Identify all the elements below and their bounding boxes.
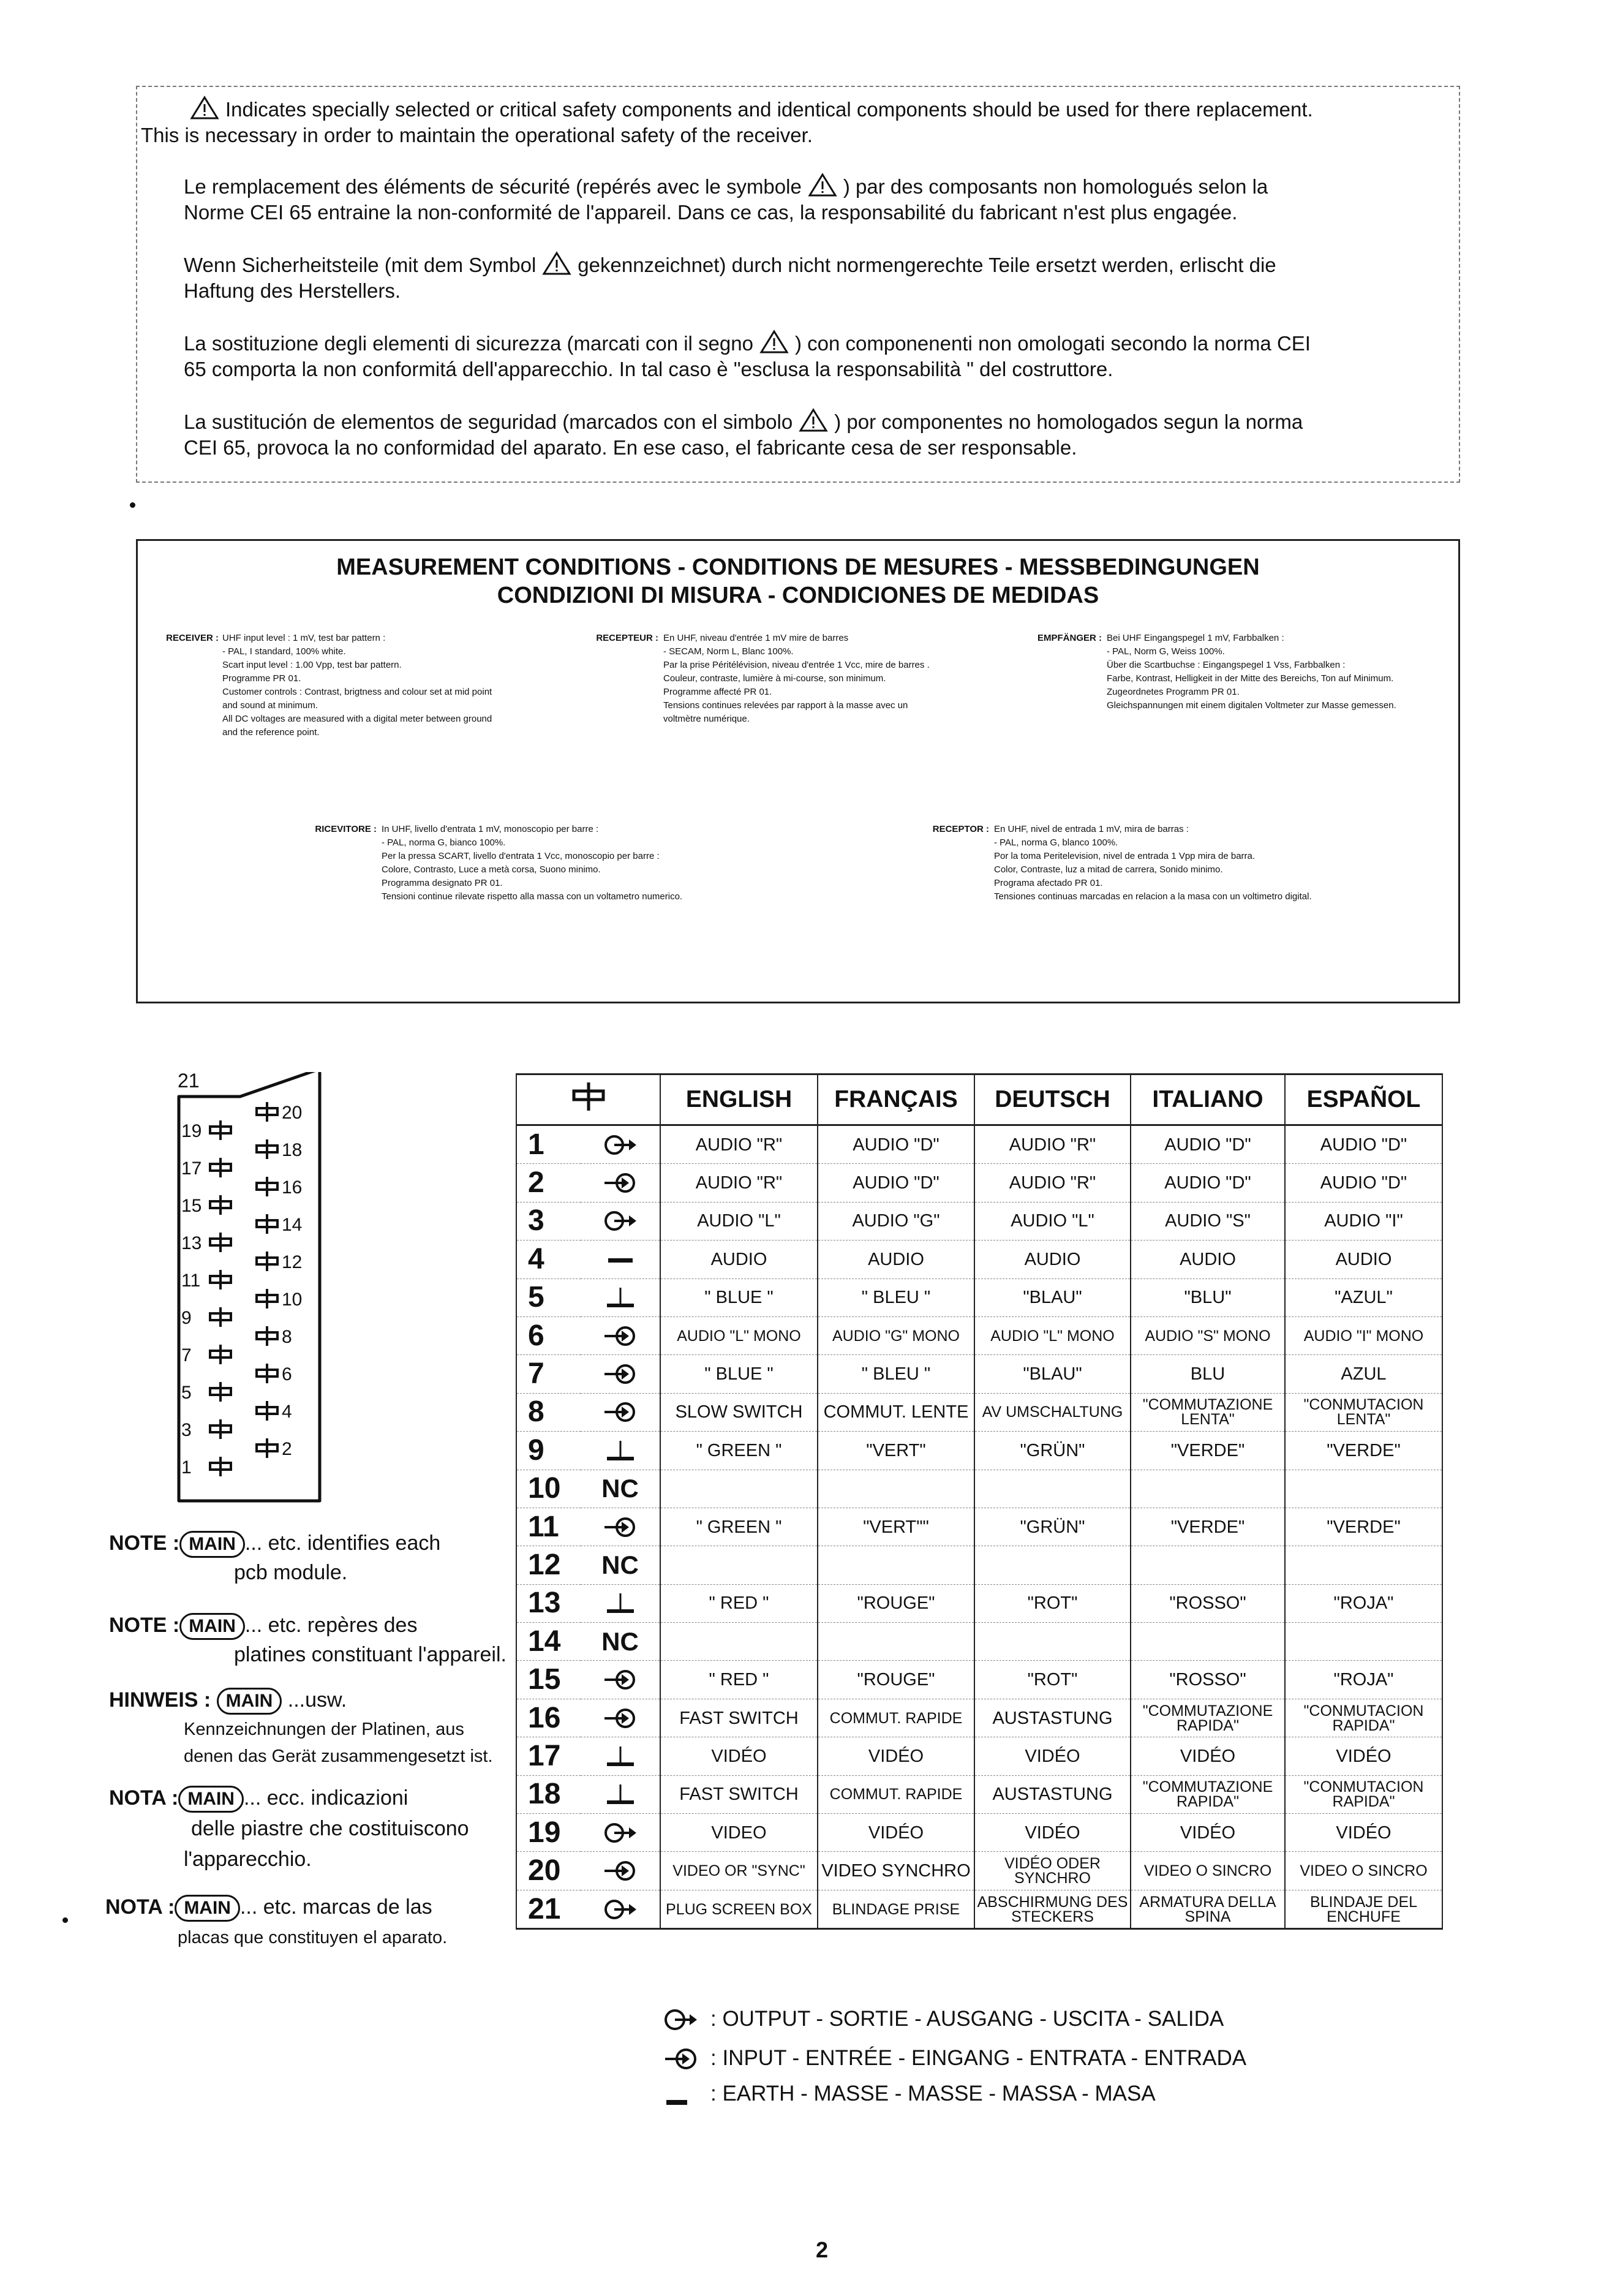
pin-signal-fr: "VERT" [818, 1432, 974, 1470]
pin-signal-de: AV UMSCHALTUNG [974, 1393, 1131, 1431]
pin-signal-fr: " BLEU " [818, 1278, 974, 1316]
connector-pin-icon [208, 1419, 233, 1443]
safety-fr: Le remplacement des éléments de sécurité (repérés avec le symbole ) par des composants non homologués selon la Norme CEI 65 entraine la non-conformité de l'appareil. Dans ce cas, la responsabilité du fabricant n'est plus engagée. [184, 173, 1422, 225]
note-it-line2: delle piastre che costituiscono [191, 1817, 469, 1840]
connector-pin-icon [255, 1101, 279, 1125]
safety-de: Wenn Sicherheitsteile (mit dem Symbol gekennzeichnet) durch nicht normengerechte Teile ersetzt werden, erlischt die Haftung des Herstellers. [184, 251, 1422, 304]
pin-signal-es: VIDEO O SINCRO [1285, 1852, 1442, 1890]
recepteur-label: RECEPTEUR : [596, 633, 658, 643]
pin-signal-es: "AZUL" [1285, 1278, 1442, 1316]
pin-signal-es: AUDIO "D" [1285, 1164, 1442, 1202]
main-module-badge: MAIN [179, 1613, 245, 1640]
pin-signal-en: " RED " [660, 1584, 818, 1622]
pin-signal-es [1285, 1470, 1442, 1508]
pin-number: 15 [516, 1661, 581, 1699]
pin-signal-it: "BLU" [1131, 1278, 1285, 1316]
connector-pin-icon [255, 1139, 279, 1163]
recepteur-text: En UHF, niveau d'entrée 1 mV mire de barres - SECAM, Norm L, Blanc 100%. Par la prise Péritélévision, niveau d'entrée 1 Vcc, mire de barres . Couleur, contraste, lumière à mi-course, son minimum. Programme affecté PR 01. Tensions continues relevées par rapport à la masse avec un voltmètre numérique. [663, 633, 930, 724]
pin-signal-fr: " BLEU " [818, 1355, 974, 1393]
pin-signal-en: AUDIO "L" [660, 1202, 818, 1240]
pin-number: 20 [516, 1852, 581, 1890]
pin-direction: NC [581, 1623, 660, 1661]
table-row [516, 1393, 1442, 1431]
safety-es: La sustitución de elementos de seguridad (marcados con el simbolo ) por componentes no homologados segun la norma CEI 65, provoca la no conformidad del aparato. En ese caso, el fabricante cesa de ser responsable. [184, 408, 1422, 461]
pin-signal-fr: AUDIO "G" [818, 1202, 974, 1240]
input-arrow-icon [602, 1667, 639, 1692]
measurement-subtitle: CONDIZIONI DI MISURA - CONDICIONES DE MEDIDAS [497, 583, 1099, 608]
input-arrow-icon [602, 1362, 639, 1386]
connector-pin-label: 18 [282, 1140, 303, 1160]
pin-signal-fr: "ROUGE" [818, 1584, 974, 1622]
pin-signal-en: SLOW SWITCH [660, 1393, 818, 1431]
pin-signal-es: AUDIO "I" [1285, 1202, 1442, 1240]
pin-direction [581, 1393, 660, 1431]
input-arrow-icon [602, 1859, 639, 1883]
receiver-text: UHF input level : 1 mV, test bar pattern : - PAL, I standard, 100% white. Scart input level : 1.00 Vpp, test bar pattern. Programme PR 01. Customer controls : Contrast, brigtness and colour set at mid point and sound at minimum. All DC voltages are measured with a digital meter between ground and the reference point. [222, 633, 492, 738]
earth-dash-icon [602, 1247, 639, 1272]
connector-pin-icon [255, 1438, 279, 1462]
table-row [516, 1661, 1442, 1699]
receptor-label: RECEPTOR : [932, 824, 989, 834]
connector-pin-label: 1 [181, 1457, 192, 1478]
note-de-line2: Kennzeichnungen der Platinen, aus [184, 1720, 464, 1739]
output-arrow-icon [602, 1133, 639, 1157]
pin-signal-de: VIDÉO [974, 1737, 1131, 1775]
pin-signal-en: VIDÉO [660, 1737, 818, 1775]
pin-signal-de: "GRÜN" [974, 1432, 1131, 1470]
warning-triangle-icon [190, 96, 219, 120]
warning-triangle-icon [808, 173, 837, 197]
pin-signal-fr [818, 1623, 974, 1661]
pin-signal-es [1285, 1546, 1442, 1584]
pin-number: 2 [516, 1164, 581, 1202]
pin-signal-fr: COMMUT. RAPIDE [818, 1775, 974, 1813]
pin-signal-fr: VIDÉO [818, 1814, 974, 1852]
pin-signal-en: PLUG SCREEN BOX [660, 1890, 818, 1928]
note-de: HINWEIS : MAIN ...usw. [109, 1686, 347, 1715]
connector-pin-label: 11 [181, 1271, 201, 1291]
connector-pin-label: 9 [181, 1308, 192, 1328]
pin-signal-fr: VIDÉO [818, 1737, 974, 1775]
pin-signal-es: BLINDAJE DEL ENCHUFE [1285, 1890, 1442, 1928]
pin-signal-it [1131, 1470, 1285, 1508]
output-arrow-icon [602, 1209, 639, 1233]
connector-pin-label-21: 21 [178, 1070, 200, 1092]
pin-number: 6 [516, 1316, 581, 1354]
table-row [516, 1890, 1442, 1928]
measurement-title: MEASUREMENT CONDITIONS - CONDITIONS DE MESURES - MESSBEDINGUNGEN [336, 554, 1260, 580]
pin-signal-de: ABSCHIRMUNG DES STECKERS [974, 1890, 1131, 1928]
connector-pin-icon [208, 1456, 233, 1480]
pin-signal-en: " GREEN " [660, 1508, 818, 1546]
output-arrow-icon [663, 2007, 699, 2033]
connector-pin-label: 14 [282, 1215, 303, 1235]
connector-pin-icon [208, 1381, 233, 1405]
table-row [516, 1278, 1442, 1316]
earth-symbol-icon [602, 1438, 639, 1463]
ricevitore-text: In UHF, livello d'entrata 1 mV, monoscopio per barre : - PAL, norma G, bianco 100%. Per la pressa SCART, livello d'entrata 1 Vcc, monoscopio per barre : Colore, Contrasto, Luce a metà corsa, Suono minimo. Programma designato PR 01. Tensioni continue rilevate rispetto alla massa con un voltametro numerico. [382, 824, 683, 902]
connector-pin-icon [255, 1214, 279, 1237]
connector-pin-label: 7 [181, 1345, 192, 1365]
safety-notice [136, 86, 1460, 483]
pin-signal-it: "COMMUTAZIONE LENTA" [1131, 1393, 1285, 1431]
pin-table-body [516, 1125, 1442, 1929]
pin-signal-it [1131, 1546, 1285, 1584]
header-italiano: ITALIANO [1131, 1074, 1285, 1125]
safety-it: La sostituzione degli elementi di sicurezza (marcati con il segno ) con componenenti non omologati secondo la norma CEI 65 comporta la non conformitá dell'apparecchio. In tal caso è "esclusa la responsabilità " del costruttore. [184, 330, 1422, 382]
pin-number: 12 [516, 1546, 581, 1584]
pin-direction [581, 1278, 660, 1316]
connector-pin-label: 17 [181, 1158, 202, 1179]
input-arrow-icon [602, 1400, 639, 1424]
table-row [516, 1202, 1442, 1240]
table-row [516, 1814, 1442, 1852]
pin-signal-it: AUDIO "S" MONO [1131, 1316, 1285, 1354]
pin-number: 21 [516, 1890, 581, 1928]
pin-signal-de [974, 1470, 1131, 1508]
pin-signal-en: AUDIO "L" MONO [660, 1316, 818, 1354]
pin-direction [581, 1164, 660, 1202]
pin-signal-en: " BLUE " [660, 1278, 818, 1316]
pin-signal-it: "VERDE" [1131, 1508, 1285, 1546]
table-row [516, 1432, 1442, 1470]
pin-direction [581, 1737, 660, 1775]
connector-pin-icon [255, 1176, 279, 1200]
pin-signal-de: AUDIO [974, 1241, 1131, 1278]
table-row [516, 1584, 1442, 1622]
pin-number: 14 [516, 1623, 581, 1661]
pin-number: 10 [516, 1470, 581, 1508]
earth-dash-icon [663, 2082, 699, 2107]
pin-signal-de: AUDIO "L" MONO [974, 1316, 1131, 1354]
pin-signal-it: "COMMUTAZIONE RAPIDA" [1131, 1775, 1285, 1813]
safety-en: Indicates specially selected or critical safety components and identical components should be used for there replacement. This is necessary in order to maintain the operational safety of the receiver. [184, 96, 1422, 148]
pin-signal-de: AUDIO "L" [974, 1202, 1131, 1240]
connector-pin-label: 20 [282, 1103, 303, 1123]
pin-direction [581, 1241, 660, 1278]
connector-pin-icon [208, 1157, 233, 1181]
earth-symbol-icon [602, 1782, 639, 1807]
pin-signal-es: "CONMUTACION RAPIDA" [1285, 1699, 1442, 1737]
note-it-line3: l'apparecchio. [184, 1848, 312, 1871]
pin-signal-en: AUDIO [660, 1241, 818, 1278]
pin-direction [581, 1852, 660, 1890]
pin-signal-fr [818, 1470, 974, 1508]
connector-pin-icon [208, 1269, 233, 1293]
pin-signal-en [660, 1470, 818, 1508]
pin-number: 16 [516, 1699, 581, 1737]
pin-signal-fr: COMMUT. RAPIDE [818, 1699, 974, 1737]
main-module-badge: MAIN [179, 1531, 245, 1558]
pin-number: 1 [516, 1125, 581, 1164]
pin-signal-en: " BLUE " [660, 1355, 818, 1393]
table-row [516, 1546, 1442, 1584]
table-row [516, 1355, 1442, 1393]
header-english: ENGLISH [660, 1074, 818, 1125]
pin-signal-de [974, 1546, 1131, 1584]
input-arrow-icon [663, 2046, 699, 2072]
pin-number: 5 [516, 1278, 581, 1316]
pin-signal-es: "ROJA" [1285, 1584, 1442, 1622]
scart-pin-table [516, 1073, 1443, 1930]
pin-signal-it: AUDIO "D" [1131, 1164, 1285, 1202]
pin-signal-de: "BLAU" [974, 1355, 1131, 1393]
pin-direction [581, 1508, 660, 1546]
note-en-line2: pcb module. [234, 1561, 348, 1584]
legend-earth: : EARTH - MASSE - MASSE - MASSA - MASA [663, 2079, 1156, 2109]
connector-pin-label: 13 [181, 1233, 202, 1253]
connector-pin-icon [208, 1344, 233, 1368]
note-es-line2: placas que constituyen el aparato. [178, 1928, 448, 1947]
connector-pin-label: 3 [181, 1420, 192, 1440]
pin-icon [570, 1081, 607, 1112]
pin-direction [581, 1661, 660, 1699]
pin-direction [581, 1202, 660, 1240]
pin-signal-it [1131, 1623, 1285, 1661]
output-arrow-icon [602, 1821, 639, 1845]
connector-pin-icon [208, 1195, 233, 1218]
pin-signal-de: "ROT" [974, 1661, 1131, 1699]
pin-direction: NC [581, 1546, 660, 1584]
pin-signal-es: "CONMUTACION RAPIDA" [1285, 1775, 1442, 1813]
input-arrow-icon [602, 1706, 639, 1731]
pin-number: 13 [516, 1584, 581, 1622]
warning-triangle-icon [759, 330, 789, 354]
pin-number: 11 [516, 1508, 581, 1546]
note-en: NOTE : MAIN ... etc. identifies each [109, 1529, 440, 1558]
pin-signal-en [660, 1623, 818, 1661]
pin-number: 19 [516, 1814, 581, 1852]
receptor-text: En UHF, nivel de entrada 1 mV, mira de barras : - PAL, norma G, blanco 100%. Por la toma Peritelevision, nivel de entrada 1 Vpp mira de barra. Color, Contraste, luz a mitad de carrera, Sonido minimo. Programa afectado PR 01. Tensiones continuas marcadas en relacion a la masa con un voltimetro digital. [994, 824, 1312, 902]
pin-signal-es: "VERDE" [1285, 1432, 1442, 1470]
note-es: NOTA : MAIN ... etc. marcas de las [105, 1893, 432, 1922]
pin-signal-en: VIDEO OR "SYNC" [660, 1852, 818, 1890]
pin-signal-es: VIDÉO [1285, 1814, 1442, 1852]
pin-signal-es [1285, 1623, 1442, 1661]
connector-pin-icon [255, 1400, 279, 1424]
pin-signal-de: AUSTASTUNG [974, 1699, 1131, 1737]
pin-number: 8 [516, 1393, 581, 1431]
pin-direction [581, 1775, 660, 1813]
connector-pin-icon [255, 1363, 279, 1387]
measurement-conditions-box [136, 539, 1460, 1003]
note-fr-line2: platines constituant l'appareil. [234, 1643, 506, 1666]
pin-signal-it: BLU [1131, 1355, 1285, 1393]
pin-signal-en: AUDIO "R" [660, 1164, 818, 1202]
pin-signal-en: AUDIO "R" [660, 1125, 818, 1164]
pin-signal-fr: COMMUT. LENTE [818, 1393, 974, 1431]
input-arrow-icon [602, 1171, 639, 1195]
ricevitore-label: RICEVITORE : [315, 824, 377, 834]
input-arrow-icon [602, 1324, 639, 1348]
pin-number: 3 [516, 1202, 581, 1240]
pin-number: 17 [516, 1737, 581, 1775]
pin-direction [581, 1584, 660, 1622]
pin-signal-fr: AUDIO "G" MONO [818, 1316, 974, 1354]
connector-pin-label: 12 [282, 1252, 303, 1272]
table-row [516, 1623, 1442, 1661]
legend-output: : OUTPUT - SORTIE - AUSGANG - USCITA - SALIDA [663, 2004, 1224, 2034]
connector-pin-icon [255, 1326, 279, 1350]
warning-triangle-icon [542, 251, 571, 276]
pin-signal-it: AUDIO "S" [1131, 1202, 1285, 1240]
pin-signal-it: VIDÉO [1131, 1814, 1285, 1852]
table-row [516, 1508, 1442, 1546]
table-row [516, 1241, 1442, 1278]
connector-pin-label: 16 [282, 1177, 303, 1198]
pin-number: 9 [516, 1432, 581, 1470]
table-row [516, 1470, 1442, 1508]
pin-signal-it: AUDIO "D" [1131, 1125, 1285, 1164]
header-deutsch: DEUTSCH [974, 1074, 1131, 1125]
header-francais: FRANÇAIS [818, 1074, 974, 1125]
connector-pin-label: 10 [282, 1290, 303, 1310]
bullet-dot [130, 502, 135, 508]
pin-column-header [516, 1074, 660, 1125]
pin-signal-es: AUDIO "I" MONO [1285, 1316, 1442, 1354]
pin-signal-fr: AUDIO [818, 1241, 974, 1278]
connector-pin-label: 2 [282, 1439, 292, 1459]
table-row [516, 1316, 1442, 1354]
pin-signal-de: VIDÉO ODER SYNCHRO [974, 1852, 1131, 1890]
pin-signal-de: AUDIO "R" [974, 1164, 1131, 1202]
pin-direction [581, 1890, 660, 1928]
pin-signal-fr: AUDIO "D" [818, 1125, 974, 1164]
connector-pin-icon [208, 1120, 233, 1144]
pin-signal-es: AZUL [1285, 1355, 1442, 1393]
pin-signal-fr: "ROUGE" [818, 1661, 974, 1699]
table-row [516, 1775, 1442, 1813]
connector-pin-label: 19 [181, 1121, 202, 1141]
pin-signal-fr: BLINDAGE PRISE [818, 1890, 974, 1928]
pin-signal-it: "ROSSO" [1131, 1584, 1285, 1622]
pin-direction [581, 1355, 660, 1393]
scart-connector-diagram [173, 1072, 326, 1513]
connector-pin-label: 15 [181, 1196, 202, 1216]
table-header-row [516, 1074, 1442, 1125]
pin-direction [581, 1814, 660, 1852]
pin-signal-de: VIDÉO [974, 1814, 1131, 1852]
pin-signal-it: "VERDE" [1131, 1432, 1285, 1470]
table-row [516, 1699, 1442, 1737]
pin-number: 7 [516, 1355, 581, 1393]
pin-signal-en: FAST SWITCH [660, 1775, 818, 1813]
pin-signal-de: AUSTASTUNG [974, 1775, 1131, 1813]
warning-triangle-icon [799, 408, 828, 432]
pin-signal-fr: AUDIO "D" [818, 1164, 974, 1202]
pin-direction [581, 1699, 660, 1737]
pin-signal-en: FAST SWITCH [660, 1699, 818, 1737]
header-espanol: ESPAÑOL [1285, 1074, 1442, 1125]
pin-signal-it: VIDÉO [1131, 1737, 1285, 1775]
pin-signal-it: "COMMUTAZIONE RAPIDA" [1131, 1699, 1285, 1737]
pin-signal-en: VIDEO [660, 1814, 818, 1852]
pin-signal-en: " GREEN " [660, 1432, 818, 1470]
table-row [516, 1852, 1442, 1890]
note-it: NOTA : MAIN ... ecc. indicazioni [109, 1784, 408, 1813]
connector-pin-icon [255, 1251, 279, 1275]
connector-pin-icon [255, 1288, 279, 1312]
pin-signal-fr: "VERT"" [818, 1508, 974, 1546]
receiver-label: RECEIVER : [166, 633, 219, 643]
earth-symbol-icon [602, 1744, 639, 1769]
earth-symbol-icon [602, 1285, 639, 1310]
connector-pin-icon [208, 1307, 233, 1331]
connector-pin-label: 5 [181, 1383, 192, 1403]
pin-signal-it: AUDIO [1131, 1241, 1285, 1278]
table-row [516, 1737, 1442, 1775]
main-module-badge: MAIN [178, 1786, 244, 1813]
connector-pin-icon [208, 1232, 233, 1256]
pin-signal-es: AUDIO [1285, 1241, 1442, 1278]
pin-signal-it: "ROSSO" [1131, 1661, 1285, 1699]
output-arrow-icon [602, 1897, 639, 1922]
legend-input: : INPUT - ENTRÉE - EINGANG - ENTRATA - ENTRADA [663, 2044, 1246, 2073]
pin-signal-de: "BLAU" [974, 1278, 1131, 1316]
pin-signal-de [974, 1623, 1131, 1661]
pin-number: 18 [516, 1775, 581, 1813]
main-module-badge: MAIN [217, 1688, 282, 1715]
pin-signal-fr: VIDEO SYNCHRO [818, 1852, 974, 1890]
pin-signal-es: AUDIO "D" [1285, 1125, 1442, 1164]
pin-signal-es: "ROJA" [1285, 1661, 1442, 1699]
note-de-line3: denen das Gerät zusammengesetzt ist. [184, 1747, 493, 1766]
pin-signal-de: AUDIO "R" [974, 1125, 1131, 1164]
pin-direction: NC [581, 1470, 660, 1508]
pin-signal-de: "GRÜN" [974, 1508, 1131, 1546]
pin-signal-it: VIDEO O SINCRO [1131, 1852, 1285, 1890]
pin-number: 4 [516, 1241, 581, 1278]
input-arrow-icon [602, 1515, 639, 1539]
empfanger-text: Bei UHF Eingangspegel 1 mV, Farbbalken : - PAL, Norm G, Weiss 100%. Über die Scartbuchse : Eingangspegel 1 Vss, Farbbalken : Farbe, Kontrast, Helligkeit in der Mitte des Bereichs, Ton auf Minimum. Zugeordnetes Programm PR 01. Gleichspannungen mit einem digitalen Voltmeter zur Masse gemessen. [1107, 633, 1396, 711]
pin-signal-en [660, 1546, 818, 1584]
pin-signal-en: " RED " [660, 1661, 818, 1699]
pin-direction [581, 1125, 660, 1164]
connector-pin-label: 6 [282, 1364, 292, 1384]
pin-signal-es: VIDÉO [1285, 1737, 1442, 1775]
main-module-badge: MAIN [175, 1895, 240, 1922]
page-number: 2 [815, 2237, 829, 2262]
pin-signal-es: "CONMUTACION LENTA" [1285, 1393, 1442, 1431]
pin-direction [581, 1432, 660, 1470]
pin-signal-es: "VERDE" [1285, 1508, 1442, 1546]
table-row [516, 1164, 1442, 1202]
pin-signal-fr [818, 1546, 974, 1584]
note-fr: NOTE : MAIN ... etc. repères des [109, 1611, 417, 1640]
table-row [516, 1125, 1442, 1164]
bullet-dot [62, 1917, 68, 1923]
connector-pin-label: 4 [282, 1402, 292, 1422]
earth-symbol-icon [602, 1591, 639, 1615]
pin-signal-de: "ROT" [974, 1584, 1131, 1622]
empfanger-label: EMPFÄNGER : [1037, 633, 1102, 643]
pin-direction [581, 1316, 660, 1354]
connector-pin-label: 8 [282, 1327, 292, 1347]
pin-signal-it: ARMATURA DELLA SPINA [1131, 1890, 1285, 1928]
